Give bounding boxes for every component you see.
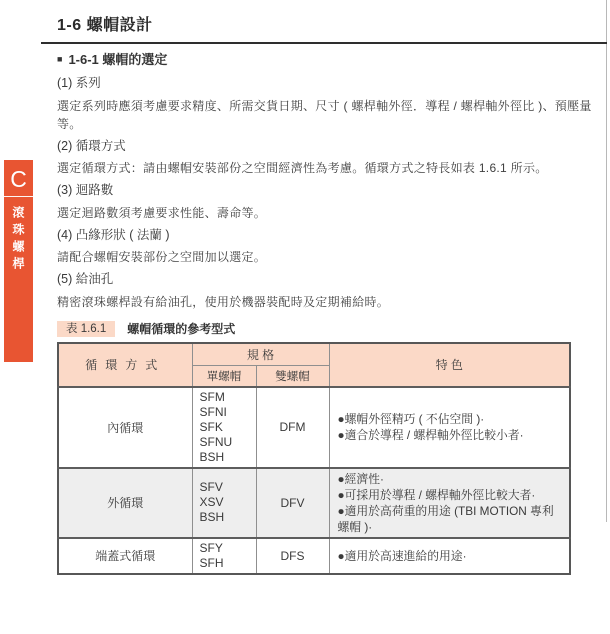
table-row	[58, 387, 570, 468]
cell-features: ●螺帽外徑精巧 ( 不佔空間 )· ●適合於導程 / 螺桿軸外徑比較小者·	[329, 387, 570, 468]
section-heading-text: 1-6-1 螺帽的選定	[68, 52, 168, 67]
table-number-badge: 表 1.6.1	[57, 321, 115, 337]
item-body-2: 選定循環方式：請由螺帽安裝部份之空間經濟性為考慮。循環方式之特長如表 1.6.1 所示。	[57, 161, 548, 175]
page-right-border	[606, 0, 607, 522]
col-header-spec: 規 格	[192, 343, 329, 366]
page-title: 1-6 螺帽設計	[57, 17, 153, 34]
chapter-tab	[4, 160, 33, 362]
item-heading-2: (2) 循環方式	[57, 138, 126, 153]
cell-single-nut: SFM SFNI SFK SFNU BSH	[192, 387, 256, 468]
cell-method: 內循環	[58, 387, 192, 468]
section-heading	[57, 50, 594, 69]
table-row	[58, 538, 570, 574]
col-header-feature: 特 色	[329, 343, 570, 387]
item-body-3: 選定迴路數須考慮要求性能、壽命等。	[57, 205, 267, 220]
cell-double-nut: DFS	[256, 538, 329, 574]
item-heading-1: (1) 系列	[57, 76, 101, 90]
cell-method: 端蓋式循環	[58, 538, 192, 574]
table-caption-title: 螺帽循環的參考型式	[127, 322, 236, 336]
item-body-5: 精密滾珠螺桿設有給油孔，使用於機器裝配時及定期補給時。	[57, 294, 390, 309]
item-heading-4: (4) 凸緣形狀 ( 法蘭 )	[57, 227, 170, 242]
cell-double-nut: DFV	[256, 468, 329, 538]
table-row	[58, 468, 570, 538]
item-heading-5: (5) 給油孔	[57, 272, 114, 286]
col-header-single-nut: 單螺帽	[192, 365, 256, 387]
cell-single-nut: SFY SFH	[192, 538, 256, 574]
item-body-4: 請配合螺帽安裝部份之空間加以選定。	[57, 250, 267, 264]
cell-method: 外循環	[58, 468, 192, 538]
col-header-method: 循環方式	[58, 343, 192, 387]
cell-double-nut: DFM	[256, 387, 329, 468]
chapter-letter: C	[10, 166, 27, 192]
content-area	[57, 44, 594, 575]
cell-single-nut: SFV XSV BSH	[192, 468, 256, 538]
nut-circulation-table	[57, 342, 571, 575]
col-header-double-nut: 雙螺帽	[256, 365, 329, 387]
chapter-tab-divider	[4, 196, 33, 197]
square-bullet-icon: ■	[57, 54, 63, 64]
cell-features: ●經濟性· ●可採用於導程 / 螺桿軸外徑比較大者· ●適用於高荷重的用途 (TBI MOTION 專利螺帽 )·	[329, 468, 570, 538]
chapter-vertical-label: 滾珠螺桿	[11, 206, 25, 274]
cell-features: ●適用於高速進給的用途·	[329, 538, 570, 574]
item-body-1: 選定系列時應須考慮要求精度、所需交貨日期、尺寸 ( 螺桿軸外徑．導程 / 螺桿軸外徑比 )、預壓量等。	[57, 98, 592, 131]
item-heading-3: (3) 迴路數	[57, 183, 114, 197]
table-caption	[57, 321, 594, 337]
title-block	[41, 8, 607, 44]
